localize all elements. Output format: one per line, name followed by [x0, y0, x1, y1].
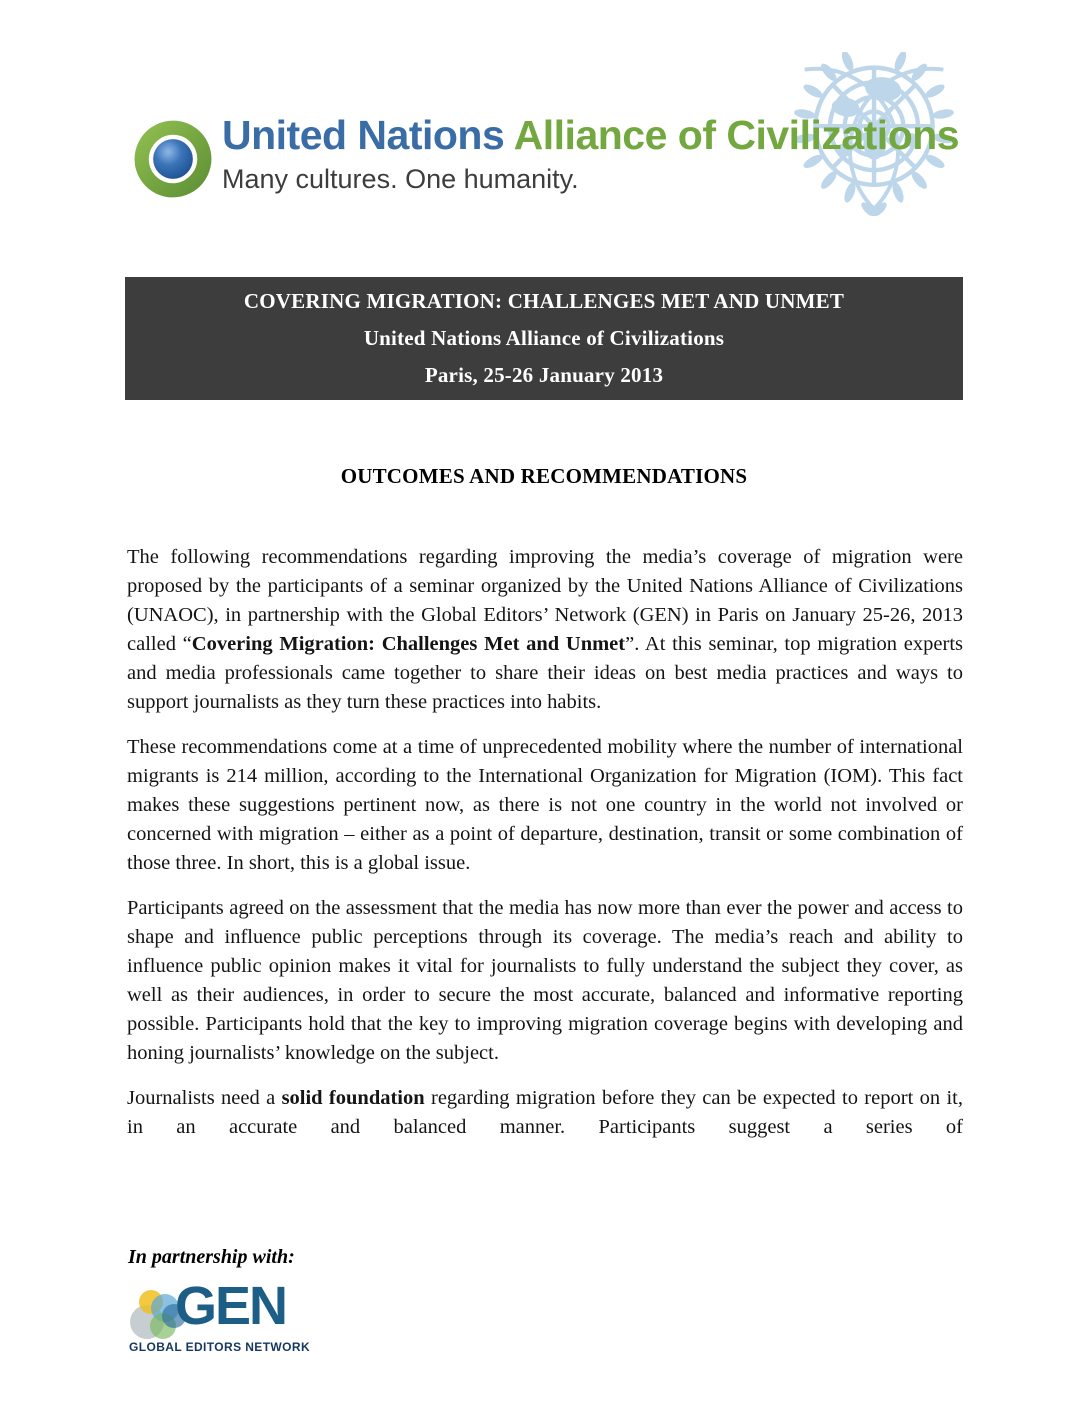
logo-title-united-nations: United Nations — [222, 112, 505, 158]
title-box — [125, 277, 963, 400]
title-box-line1: COVERING MIGRATION: CHALLENGES MET AND UNMET — [243, 289, 845, 313]
bold-seminar-title: Covering Migration: Challenges Met and Unmet — [191, 633, 626, 655]
paragraph-4-pre: Journalists need a — [127, 1087, 282, 1109]
gen-subtitle: GLOBAL EDITORS NETWORK — [129, 1340, 311, 1354]
unaoc-swirl-icon — [127, 107, 219, 211]
logo-wordmark — [222, 111, 959, 159]
paragraph-4-post: regarding migration before they can be expected to report on it, in an accurate and balanced manner. Participants suggest a series of — [127, 1087, 963, 1138]
title-box-line3: Paris, 25-26 January 2013 — [424, 363, 664, 387]
paragraph-1-pre: The following recommendations regarding improving the media’s coverage of migration were proposed by the participants of a seminar organized by the United Nations Alliance of Civilizations (UNAOC), in partnership with the Global Editors’ Network (GEN) in Paris on January 25-26, 2013 called “ — [127, 546, 963, 655]
logo-tagline: Many cultures. One humanity. — [222, 164, 579, 194]
paragraph-3: Participants agreed on the assessment that the media has now more than ever the power and access to shape and influence public perceptions through its coverage. The media’s reach and ability to influence public opinion makes it vital for journalists to fully understand the subject they cover, as well as their audiences, in order to secure the most accurate, balanced and informative reporting possible. Participants hold that the key to improving migration coverage begins with developing and honing journalists’ knowledge on the subject. — [127, 897, 963, 1064]
gen-acronym: GEN — [175, 1276, 287, 1336]
title-box-line2: United Nations Alliance of Civilizations — [363, 326, 725, 350]
partnership-label: In partnership with: — [128, 1246, 295, 1268]
section-heading: OUTCOMES AND RECOMMENDATIONS — [340, 464, 748, 488]
paragraph-2: These recommendations come at a time of unprecedented mobility where the number of international migrants is 214 million, according to the International Organization for Migration (IOM). This fact makes these suggestions pertinent now, as there is not one country in the world not involved or concerned with migration – either as a point of departure, destination, transit or some combination of those three. In short, this is a global issue. — [127, 736, 963, 874]
document-body — [127, 543, 963, 1158]
paragraph-1-post: ”. At this seminar, top migration experts and media professionals came together to share their ideas on best media practices and ways to support journalists as they turn these practices into habits. — [127, 633, 963, 713]
gen-logo — [129, 1276, 329, 1360]
unaoc-logo — [127, 105, 977, 215]
logo-title-alliance: Alliance of Civilizations — [504, 112, 960, 158]
paragraph-1 — [127, 543, 963, 717]
bold-solid-foundation: solid foundation — [281, 1087, 425, 1109]
paragraph-4 — [127, 1084, 963, 1142]
